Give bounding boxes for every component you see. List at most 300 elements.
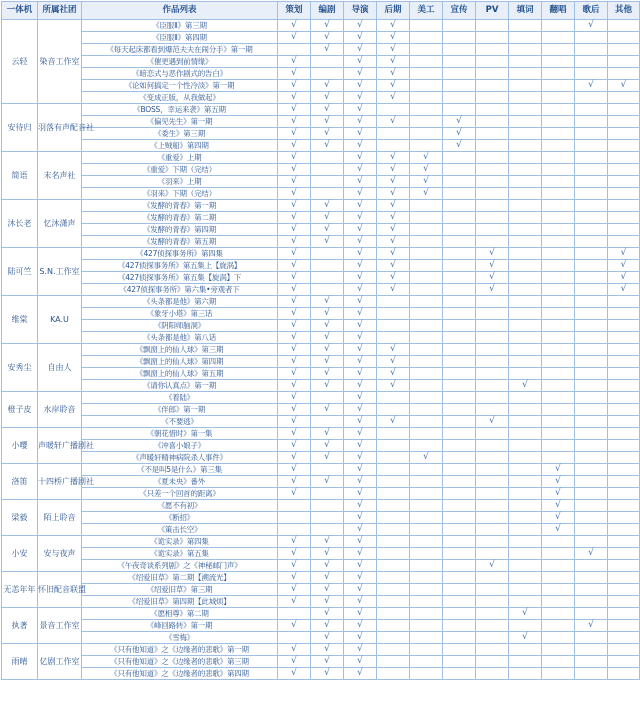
empty-cell: [509, 596, 542, 608]
check-mark-cell: √: [311, 428, 344, 440]
empty-cell: [509, 488, 542, 500]
empty-cell: [443, 512, 476, 524]
table-row: [2, 464, 640, 476]
check-mark-cell: √: [278, 452, 311, 464]
table-row: [2, 128, 640, 140]
table-row: [2, 512, 640, 524]
empty-cell: [509, 224, 542, 236]
work-title-cell: 《朝花惜时》第一集: [82, 428, 278, 440]
work-title-cell: 《臣服Ⅱ》第三期: [82, 20, 278, 32]
empty-cell: [476, 572, 509, 584]
empty-cell: [575, 428, 608, 440]
check-mark-cell: √: [311, 596, 344, 608]
check-mark-cell: √: [311, 572, 344, 584]
check-mark-cell: √: [311, 476, 344, 488]
empty-cell: [542, 140, 575, 152]
empty-cell: [542, 248, 575, 260]
empty-cell: [509, 620, 542, 632]
empty-cell: [377, 536, 410, 548]
empty-cell: [575, 668, 608, 680]
check-mark-cell: √: [311, 440, 344, 452]
empty-cell: [410, 572, 443, 584]
empty-cell: [476, 620, 509, 632]
check-mark-cell: √: [311, 404, 344, 416]
check-mark-cell: √: [608, 284, 640, 296]
empty-cell: [509, 368, 542, 380]
empty-cell: [575, 200, 608, 212]
empty-cell: [542, 380, 575, 392]
check-mark-cell: √: [311, 128, 344, 140]
empty-cell: [410, 224, 443, 236]
work-title-cell: 《愿相尊》第二期: [82, 608, 278, 620]
check-mark-cell: √: [344, 596, 377, 608]
check-mark-cell: √: [311, 644, 344, 656]
mixer-name-cell: 梁毅: [2, 500, 38, 536]
empty-cell: [410, 416, 443, 428]
work-title-cell: 《427侦探事务所》第四集: [82, 248, 278, 260]
work-title-cell: 《头条都是他》第六期: [82, 296, 278, 308]
empty-cell: [542, 656, 575, 668]
empty-cell: [476, 104, 509, 116]
check-mark-cell: √: [311, 620, 344, 632]
header-works: 作品列表: [82, 2, 278, 20]
empty-cell: [443, 56, 476, 68]
empty-cell: [509, 104, 542, 116]
check-mark-cell: √: [278, 356, 311, 368]
check-mark-cell: √: [476, 560, 509, 572]
empty-cell: [509, 536, 542, 548]
empty-cell: [575, 644, 608, 656]
work-title-cell: 《伴郎》第一期: [82, 404, 278, 416]
empty-cell: [476, 32, 509, 44]
empty-cell: [542, 632, 575, 644]
empty-cell: [476, 500, 509, 512]
work-title-cell: 《午夜奇谈系列剧》之《神秘邮门声》: [82, 560, 278, 572]
check-mark-cell: √: [344, 608, 377, 620]
table-row: [2, 488, 640, 500]
table-row: [2, 548, 640, 560]
header-club: 所属社团: [38, 2, 82, 20]
empty-cell: [443, 164, 476, 176]
empty-cell: [410, 548, 443, 560]
empty-cell: [443, 584, 476, 596]
check-mark-cell: √: [278, 404, 311, 416]
check-mark-cell: √: [344, 200, 377, 212]
check-mark-cell: √: [344, 44, 377, 56]
empty-cell: [542, 80, 575, 92]
empty-cell: [608, 56, 640, 68]
check-mark-cell: √: [344, 512, 377, 524]
empty-cell: [509, 296, 542, 308]
table-header: [2, 2, 640, 20]
check-mark-cell: √: [278, 560, 311, 572]
empty-cell: [509, 464, 542, 476]
empty-cell: [575, 344, 608, 356]
check-mark-cell: √: [278, 212, 311, 224]
empty-cell: [509, 656, 542, 668]
empty-cell: [542, 224, 575, 236]
empty-cell: [575, 464, 608, 476]
check-mark-cell: √: [542, 476, 575, 488]
work-title-cell: 《策击长空》: [82, 524, 278, 536]
empty-cell: [443, 476, 476, 488]
empty-cell: [542, 56, 575, 68]
empty-cell: [410, 440, 443, 452]
work-title-cell: 《臣服Ⅱ》第四期: [82, 32, 278, 44]
empty-cell: [542, 620, 575, 632]
table-row: [2, 140, 640, 152]
empty-cell: [509, 308, 542, 320]
empty-cell: [476, 656, 509, 668]
check-mark-cell: √: [377, 272, 410, 284]
empty-cell: [608, 500, 640, 512]
empty-cell: [608, 332, 640, 344]
empty-cell: [509, 80, 542, 92]
check-mark-cell: √: [344, 308, 377, 320]
check-mark-cell: √: [311, 224, 344, 236]
empty-cell: [509, 236, 542, 248]
empty-cell: [542, 344, 575, 356]
empty-cell: [443, 308, 476, 320]
empty-cell: [476, 428, 509, 440]
empty-cell: [311, 68, 344, 80]
empty-cell: [410, 596, 443, 608]
empty-cell: [575, 260, 608, 272]
table-row: [2, 620, 640, 632]
check-mark-cell: √: [377, 224, 410, 236]
header-script: 编剧: [311, 2, 344, 20]
empty-cell: [476, 392, 509, 404]
empty-cell: [575, 488, 608, 500]
empty-cell: [476, 332, 509, 344]
check-mark-cell: √: [278, 320, 311, 332]
check-mark-cell: √: [278, 224, 311, 236]
work-title-cell: 《不要逃》: [82, 416, 278, 428]
empty-cell: [443, 536, 476, 548]
work-title-cell: 《暗恋式与恶作剧式的告白》: [82, 68, 278, 80]
check-mark-cell: √: [278, 200, 311, 212]
table-row: [2, 344, 640, 356]
empty-cell: [542, 596, 575, 608]
table-row: [2, 152, 640, 164]
check-mark-cell: √: [278, 116, 311, 128]
empty-cell: [410, 488, 443, 500]
check-mark-cell: √: [377, 200, 410, 212]
check-mark-cell: √: [443, 128, 476, 140]
empty-cell: [443, 20, 476, 32]
empty-cell: [377, 104, 410, 116]
empty-cell: [410, 476, 443, 488]
empty-cell: [377, 656, 410, 668]
empty-cell: [575, 248, 608, 260]
table-row: [2, 104, 640, 116]
table-row: [2, 200, 640, 212]
check-mark-cell: √: [311, 32, 344, 44]
check-mark-cell: √: [278, 176, 311, 188]
empty-cell: [509, 524, 542, 536]
header-cover: 翻唱: [542, 2, 575, 20]
empty-cell: [608, 380, 640, 392]
check-mark-cell: √: [311, 92, 344, 104]
empty-cell: [509, 572, 542, 584]
check-mark-cell: √: [344, 284, 377, 296]
empty-cell: [443, 632, 476, 644]
empty-cell: [608, 224, 640, 236]
empty-cell: [377, 320, 410, 332]
club-name-cell: S.N.工作室: [38, 248, 82, 296]
empty-cell: [575, 476, 608, 488]
table-row: [2, 116, 640, 128]
club-name-cell: 十四桥广播剧社: [38, 464, 82, 500]
empty-cell: [608, 212, 640, 224]
empty-cell: [608, 608, 640, 620]
table-row: [2, 440, 640, 452]
table-row: [2, 320, 640, 332]
work-title-cell: 《委生》第三期: [82, 128, 278, 140]
club-name-cell: 安与夜声: [38, 536, 82, 572]
empty-cell: [476, 356, 509, 368]
check-mark-cell: √: [278, 344, 311, 356]
empty-cell: [476, 368, 509, 380]
empty-cell: [542, 296, 575, 308]
empty-cell: [509, 476, 542, 488]
empty-cell: [575, 632, 608, 644]
empty-cell: [575, 68, 608, 80]
check-mark-cell: √: [344, 260, 377, 272]
check-mark-cell: √: [344, 584, 377, 596]
empty-cell: [509, 272, 542, 284]
empty-cell: [476, 296, 509, 308]
empty-cell: [311, 248, 344, 260]
check-mark-cell: √: [344, 56, 377, 68]
empty-cell: [509, 212, 542, 224]
check-mark-cell: √: [311, 536, 344, 548]
empty-cell: [476, 116, 509, 128]
work-title-cell: 《论如何搞定一个性冷淡》第一期: [82, 80, 278, 92]
check-mark-cell: √: [278, 332, 311, 344]
mixer-name-cell: 维棠: [2, 296, 38, 344]
empty-cell: [509, 344, 542, 356]
empty-cell: [575, 536, 608, 548]
empty-cell: [311, 512, 344, 524]
empty-cell: [410, 656, 443, 668]
empty-cell: [608, 44, 640, 56]
empty-cell: [575, 236, 608, 248]
club-name-cell: 景音工作室: [38, 608, 82, 644]
header-art: 美工: [410, 2, 443, 20]
check-mark-cell: √: [278, 416, 311, 428]
empty-cell: [608, 524, 640, 536]
empty-cell: [575, 152, 608, 164]
empty-cell: [410, 200, 443, 212]
empty-cell: [311, 416, 344, 428]
empty-cell: [476, 536, 509, 548]
table-row: [2, 44, 640, 56]
empty-cell: [311, 392, 344, 404]
empty-cell: [608, 488, 640, 500]
check-mark-cell: √: [278, 236, 311, 248]
header-lyrics: 填词: [509, 2, 542, 20]
check-mark-cell: √: [311, 236, 344, 248]
table-row: [2, 380, 640, 392]
empty-cell: [542, 572, 575, 584]
empty-cell: [443, 668, 476, 680]
empty-cell: [443, 428, 476, 440]
empty-cell: [608, 416, 640, 428]
check-mark-cell: √: [542, 524, 575, 536]
empty-cell: [377, 632, 410, 644]
check-mark-cell: √: [344, 92, 377, 104]
check-mark-cell: √: [377, 356, 410, 368]
empty-cell: [542, 368, 575, 380]
check-mark-cell: √: [344, 80, 377, 92]
table-row: [2, 80, 640, 92]
work-title-cell: 《偏见先生》第一期: [82, 116, 278, 128]
check-mark-cell: √: [377, 68, 410, 80]
table-row: [2, 584, 640, 596]
empty-cell: [443, 344, 476, 356]
empty-cell: [443, 608, 476, 620]
table-row: [2, 560, 640, 572]
table-row: [2, 572, 640, 584]
check-mark-cell: √: [344, 320, 377, 332]
empty-cell: [311, 188, 344, 200]
club-name-cell: 自由人: [38, 344, 82, 392]
empty-cell: [608, 176, 640, 188]
check-mark-cell: √: [575, 80, 608, 92]
header-director: 导演: [344, 2, 377, 20]
mixer-name-cell: 陆可竺: [2, 248, 38, 296]
empty-cell: [542, 212, 575, 224]
header-promo: 宣传: [443, 2, 476, 20]
empty-cell: [410, 248, 443, 260]
check-mark-cell: √: [278, 392, 311, 404]
work-title-cell: 《绍爱旧草》第二期【溯流光】: [82, 572, 278, 584]
table-row: [2, 524, 640, 536]
table-row: [2, 212, 640, 224]
check-mark-cell: √: [344, 236, 377, 248]
check-mark-cell: √: [344, 140, 377, 152]
check-mark-cell: √: [278, 32, 311, 44]
header-post: 后期: [377, 2, 410, 20]
work-title-cell: 《头条都是他》第八话: [82, 332, 278, 344]
table-row: [2, 656, 640, 668]
empty-cell: [311, 524, 344, 536]
empty-cell: [443, 644, 476, 656]
work-title-cell: 《发酵的青春》第一期: [82, 200, 278, 212]
empty-cell: [575, 272, 608, 284]
check-mark-cell: √: [278, 656, 311, 668]
club-name-cell: 声暖轩广播剧社: [38, 428, 82, 464]
empty-cell: [575, 500, 608, 512]
empty-cell: [509, 20, 542, 32]
work-title-cell: 《每天起床都看到爆范夫夫在闹分手》第一期: [82, 44, 278, 56]
table-row: [2, 56, 640, 68]
empty-cell: [410, 524, 443, 536]
check-mark-cell: √: [476, 260, 509, 272]
check-mark-cell: √: [311, 332, 344, 344]
check-mark-cell: √: [410, 152, 443, 164]
table-body: [2, 20, 640, 680]
empty-cell: [575, 392, 608, 404]
check-mark-cell: √: [476, 272, 509, 284]
empty-cell: [410, 128, 443, 140]
check-mark-cell: √: [311, 44, 344, 56]
empty-cell: [575, 560, 608, 572]
empty-cell: [410, 356, 443, 368]
empty-cell: [311, 260, 344, 272]
empty-cell: [608, 104, 640, 116]
check-mark-cell: √: [311, 320, 344, 332]
empty-cell: [443, 320, 476, 332]
empty-cell: [377, 668, 410, 680]
empty-cell: [410, 296, 443, 308]
check-mark-cell: √: [278, 20, 311, 32]
table-row: [2, 368, 640, 380]
check-mark-cell: √: [344, 476, 377, 488]
empty-cell: [509, 248, 542, 260]
empty-cell: [476, 584, 509, 596]
empty-cell: [476, 92, 509, 104]
table-row: [2, 392, 640, 404]
empty-cell: [476, 344, 509, 356]
empty-cell: [608, 152, 640, 164]
empty-cell: [443, 188, 476, 200]
check-mark-cell: √: [608, 248, 640, 260]
header-planning: 策划: [278, 2, 311, 20]
empty-cell: [542, 152, 575, 164]
empty-cell: [443, 452, 476, 464]
empty-cell: [443, 80, 476, 92]
empty-cell: [608, 188, 640, 200]
check-mark-cell: √: [575, 548, 608, 560]
empty-cell: [608, 356, 640, 368]
empty-cell: [575, 164, 608, 176]
check-mark-cell: √: [377, 344, 410, 356]
check-mark-cell: √: [377, 188, 410, 200]
empty-cell: [476, 176, 509, 188]
check-mark-cell: √: [575, 20, 608, 32]
empty-cell: [443, 212, 476, 224]
empty-cell: [608, 128, 640, 140]
empty-cell: [542, 440, 575, 452]
work-title-cell: 《断招》: [82, 512, 278, 524]
check-mark-cell: √: [311, 584, 344, 596]
empty-cell: [575, 176, 608, 188]
empty-cell: [443, 260, 476, 272]
empty-cell: [542, 644, 575, 656]
empty-cell: [443, 380, 476, 392]
club-name-cell: 陌上聆音: [38, 500, 82, 536]
check-mark-cell: √: [278, 68, 311, 80]
empty-cell: [542, 332, 575, 344]
empty-cell: [575, 356, 608, 368]
empty-cell: [410, 308, 443, 320]
empty-cell: [575, 116, 608, 128]
empty-cell: [443, 416, 476, 428]
empty-cell: [443, 560, 476, 572]
empty-cell: [509, 548, 542, 560]
header-song-post: 歌后: [575, 2, 608, 20]
check-mark-cell: √: [377, 236, 410, 248]
check-mark-cell: √: [344, 212, 377, 224]
empty-cell: [575, 128, 608, 140]
empty-cell: [542, 116, 575, 128]
check-mark-cell: √: [476, 248, 509, 260]
empty-cell: [410, 368, 443, 380]
empty-cell: [278, 44, 311, 56]
check-mark-cell: √: [311, 296, 344, 308]
